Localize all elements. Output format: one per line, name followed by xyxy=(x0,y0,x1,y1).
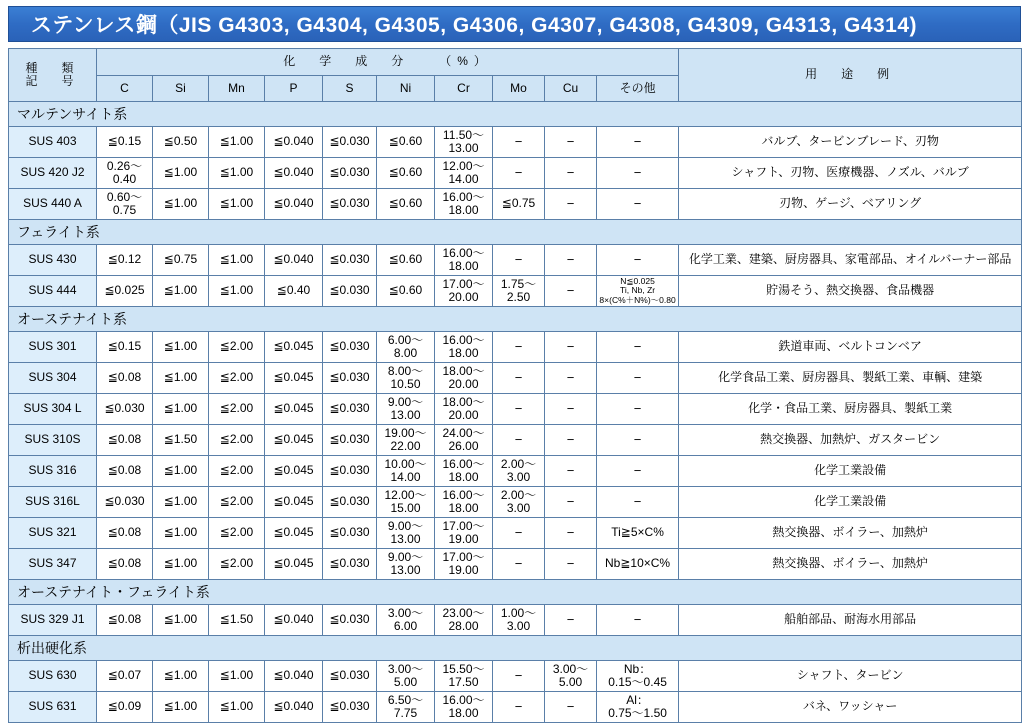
row-value: ≦1.00 xyxy=(153,189,209,220)
header-col-other: その他 xyxy=(597,76,679,102)
row-value: 3.00〜 5.00 xyxy=(377,661,435,692)
row-value: ≦0.030 xyxy=(323,127,377,158)
table-header-row-1 xyxy=(9,49,1022,76)
group-label: マルテンサイト系 xyxy=(9,102,1022,127)
row-value: Nb： 0.15〜0.45 xyxy=(597,661,679,692)
row-value: 6.50〜 7.75 xyxy=(377,692,435,723)
row-value: 15.50〜 17.50 xyxy=(435,661,493,692)
row-value: ≦0.60 xyxy=(377,158,435,189)
row-value: ≦0.12 xyxy=(97,245,153,276)
row-value: − xyxy=(545,363,597,394)
row-value: 16.00〜 18.00 xyxy=(435,692,493,723)
row-value: − xyxy=(493,127,545,158)
row-value: 16.00〜 18.00 xyxy=(435,487,493,518)
row-value: ≦0.40 xyxy=(265,276,323,307)
group-row xyxy=(9,220,1022,245)
row-value: − xyxy=(545,456,597,487)
row-value: ≦0.030 xyxy=(323,394,377,425)
row-value: ≦1.00 xyxy=(153,661,209,692)
header-col-si: Si xyxy=(153,76,209,102)
row-value: ≦0.75 xyxy=(493,189,545,220)
row-value: − xyxy=(545,276,597,307)
table-row xyxy=(9,363,1022,394)
row-value: − xyxy=(545,127,597,158)
row-kind: SUS 403 xyxy=(9,127,97,158)
row-use: 熱交換器、加熱炉、ガスタービン xyxy=(679,425,1022,456)
row-value: 16.00〜 18.00 xyxy=(435,189,493,220)
row-value: 17.00〜 20.00 xyxy=(435,276,493,307)
table-header xyxy=(9,49,1022,102)
row-value: − xyxy=(493,394,545,425)
row-value: ≦0.60 xyxy=(377,127,435,158)
table-body xyxy=(9,102,1022,723)
header-col-p: P xyxy=(265,76,323,102)
row-value: ≦1.00 xyxy=(153,487,209,518)
group-label: 析出硬化系 xyxy=(9,636,1022,661)
row-value: 10.00〜 14.00 xyxy=(377,456,435,487)
row-value: ≦0.045 xyxy=(265,518,323,549)
row-value: ≦2.00 xyxy=(209,425,265,456)
table-row xyxy=(9,456,1022,487)
row-value: N≦0.025 Ti, Nb, Zr 8×(C%＋N%)〜0.80 xyxy=(597,276,679,307)
table-row xyxy=(9,127,1022,158)
row-value: 1.00〜 3.00 xyxy=(493,605,545,636)
row-value: − xyxy=(597,605,679,636)
row-value: ≦1.00 xyxy=(153,692,209,723)
row-value: 3.00〜 6.00 xyxy=(377,605,435,636)
row-kind: SUS 420 J2 xyxy=(9,158,97,189)
row-value: 0.60〜 0.75 xyxy=(97,189,153,220)
row-value: ≦0.045 xyxy=(265,425,323,456)
group-row xyxy=(9,636,1022,661)
table-row xyxy=(9,692,1022,723)
row-value: − xyxy=(493,245,545,276)
row-value: ≦0.030 xyxy=(323,549,377,580)
row-value: − xyxy=(597,245,679,276)
row-value: ≦0.040 xyxy=(265,692,323,723)
row-value: ≦1.00 xyxy=(153,518,209,549)
row-value: 23.00〜 28.00 xyxy=(435,605,493,636)
row-value: Ti≧5×C% xyxy=(597,518,679,549)
row-value: ≦0.040 xyxy=(265,245,323,276)
row-value: ≦0.08 xyxy=(97,456,153,487)
group-row xyxy=(9,580,1022,605)
group-label: オーステナイト・フェライト系 xyxy=(9,580,1022,605)
row-value: 17.00〜 19.00 xyxy=(435,518,493,549)
row-value: ≦2.00 xyxy=(209,363,265,394)
row-kind: SUS 304 xyxy=(9,363,97,394)
row-value: − xyxy=(493,518,545,549)
row-value: 8.00〜 10.50 xyxy=(377,363,435,394)
row-value: − xyxy=(493,158,545,189)
header-chemical-composition: 化 学 成 分 （%） xyxy=(97,49,679,76)
row-value: 0.26〜 0.40 xyxy=(97,158,153,189)
row-value: ≦0.60 xyxy=(377,189,435,220)
row-value: ≦0.030 xyxy=(323,245,377,276)
row-use: シャフト、刃物、医療機器、ノズル、バルブ xyxy=(679,158,1022,189)
row-value: 17.00〜 19.00 xyxy=(435,549,493,580)
header-col-c: C xyxy=(97,76,153,102)
row-use: 刃物、ゲージ、ベアリング xyxy=(679,189,1022,220)
row-value: ≦0.030 xyxy=(323,605,377,636)
row-value: − xyxy=(597,127,679,158)
row-value: 19.00〜 22.00 xyxy=(377,425,435,456)
header-col-cr: Cr xyxy=(435,76,493,102)
row-value: ≦0.15 xyxy=(97,332,153,363)
row-value: ≦0.030 xyxy=(323,363,377,394)
table-row xyxy=(9,276,1022,307)
group-label: オーステナイト系 xyxy=(9,307,1022,332)
row-value: ≦0.030 xyxy=(323,189,377,220)
row-value: − xyxy=(493,692,545,723)
row-value: 2.00〜 3.00 xyxy=(493,456,545,487)
row-value: ≦0.07 xyxy=(97,661,153,692)
row-value: ≦0.040 xyxy=(265,661,323,692)
row-value: − xyxy=(545,189,597,220)
row-value: − xyxy=(493,425,545,456)
row-use: 船舶部品、耐海水用部品 xyxy=(679,605,1022,636)
row-use: バネ、ワッシャー xyxy=(679,692,1022,723)
group-label: フェライト系 xyxy=(9,220,1022,245)
row-value: − xyxy=(597,487,679,518)
row-value: ≦0.08 xyxy=(97,425,153,456)
row-value: ≦2.00 xyxy=(209,518,265,549)
row-value: 11.50〜 13.00 xyxy=(435,127,493,158)
table-row xyxy=(9,605,1022,636)
row-kind: SUS 347 xyxy=(9,549,97,580)
row-value: 9.00〜 13.00 xyxy=(377,394,435,425)
row-value: − xyxy=(597,425,679,456)
row-value: ≦0.045 xyxy=(265,549,323,580)
row-value: − xyxy=(545,487,597,518)
row-value: ≦1.00 xyxy=(153,158,209,189)
row-kind: SUS 440 A xyxy=(9,189,97,220)
row-value: ≦2.00 xyxy=(209,549,265,580)
row-value: ≦1.50 xyxy=(209,605,265,636)
table-row xyxy=(9,394,1022,425)
table-row xyxy=(9,518,1022,549)
row-value: − xyxy=(545,332,597,363)
row-value: 12.00〜 15.00 xyxy=(377,487,435,518)
row-value: ≦0.030 xyxy=(323,487,377,518)
row-value: ≦0.025 xyxy=(97,276,153,307)
row-value: 16.00〜 18.00 xyxy=(435,245,493,276)
header-col-mn: Mn xyxy=(209,76,265,102)
row-value: ≦0.15 xyxy=(97,127,153,158)
row-use: 貯湯そう、熱交換器、食品機器 xyxy=(679,276,1022,307)
row-value: ≦1.00 xyxy=(209,245,265,276)
row-value: ≦0.040 xyxy=(265,189,323,220)
row-value: 16.00〜 18.00 xyxy=(435,332,493,363)
header-kind xyxy=(9,49,97,102)
group-row xyxy=(9,307,1022,332)
row-use: 化学食品工業、厨房器具、製紙工業、車輌、建築 xyxy=(679,363,1022,394)
row-value: − xyxy=(545,692,597,723)
row-value: − xyxy=(545,605,597,636)
row-value: ≦0.040 xyxy=(265,158,323,189)
row-value: Nb≧10×C% xyxy=(597,549,679,580)
row-value: ≦1.00 xyxy=(153,363,209,394)
header-col-cu: Cu xyxy=(545,76,597,102)
row-value: ≦1.50 xyxy=(153,425,209,456)
row-value: − xyxy=(597,394,679,425)
row-value: ≦0.60 xyxy=(377,276,435,307)
row-use: 化学工業設備 xyxy=(679,456,1022,487)
row-value: ≦0.75 xyxy=(153,245,209,276)
row-use: 熱交換器、ボイラー、加熱炉 xyxy=(679,549,1022,580)
row-value: − xyxy=(545,549,597,580)
table-row xyxy=(9,425,1022,456)
header-use-examples: 用 途 例 xyxy=(679,49,1022,102)
header-kind-line2: 記 号 xyxy=(25,74,80,88)
row-value: − xyxy=(597,332,679,363)
row-value: 18.00〜 20.00 xyxy=(435,394,493,425)
row-value: − xyxy=(493,661,545,692)
row-use: シャフト、タービン xyxy=(679,661,1022,692)
row-value: − xyxy=(493,363,545,394)
row-value: 2.00〜 3.00 xyxy=(493,487,545,518)
row-value: ≦0.09 xyxy=(97,692,153,723)
row-kind: SUS 430 xyxy=(9,245,97,276)
row-value: ≦0.030 xyxy=(323,456,377,487)
row-value: 9.00〜 13.00 xyxy=(377,549,435,580)
row-value: − xyxy=(545,425,597,456)
row-value: − xyxy=(493,549,545,580)
row-value: ≦2.00 xyxy=(209,394,265,425)
row-kind: SUS 301 xyxy=(9,332,97,363)
row-value: ≦0.030 xyxy=(323,276,377,307)
row-value: ≦0.030 xyxy=(323,332,377,363)
row-value: − xyxy=(545,158,597,189)
row-value: ≦1.00 xyxy=(209,189,265,220)
row-value: ≦0.08 xyxy=(97,363,153,394)
row-value: ≦0.030 xyxy=(323,692,377,723)
row-use: 熱交換器、ボイラー、加熱炉 xyxy=(679,518,1022,549)
row-value: ≦0.030 xyxy=(97,394,153,425)
row-value: − xyxy=(597,456,679,487)
row-value: 6.00〜 8.00 xyxy=(377,332,435,363)
row-value: − xyxy=(597,363,679,394)
table-row xyxy=(9,549,1022,580)
row-use: バルブ、タービンブレード、刃物 xyxy=(679,127,1022,158)
row-kind: SUS 316L xyxy=(9,487,97,518)
row-value: ≦2.00 xyxy=(209,332,265,363)
group-row xyxy=(9,102,1022,127)
row-value: ≦2.00 xyxy=(209,456,265,487)
row-kind: SUS 630 xyxy=(9,661,97,692)
row-value: 12.00〜 14.00 xyxy=(435,158,493,189)
row-value: ≦0.030 xyxy=(323,158,377,189)
row-value: ≦0.040 xyxy=(265,605,323,636)
row-value: ≦1.00 xyxy=(209,158,265,189)
row-value: − xyxy=(545,518,597,549)
row-value: ≦1.00 xyxy=(153,605,209,636)
row-value: ≦1.00 xyxy=(153,456,209,487)
row-value: ≦0.030 xyxy=(323,518,377,549)
row-value: ≦1.00 xyxy=(153,394,209,425)
row-kind: SUS 329 J1 xyxy=(9,605,97,636)
row-value: ≦0.045 xyxy=(265,394,323,425)
page-title: ステンレス鋼（JIS G4303, G4304, G4305, G4306, G4307, G4308, G4309, G4313, G4314) xyxy=(31,14,918,37)
row-value: ≦0.045 xyxy=(265,363,323,394)
row-value: − xyxy=(597,189,679,220)
row-value: 3.00〜 5.00 xyxy=(545,661,597,692)
table-row xyxy=(9,158,1022,189)
row-value: ≦0.08 xyxy=(97,605,153,636)
row-value: ≦0.040 xyxy=(265,127,323,158)
row-value: ≦2.00 xyxy=(209,487,265,518)
row-use: 化学工業設備 xyxy=(679,487,1022,518)
row-value: ≦1.00 xyxy=(209,276,265,307)
row-value: ≦1.00 xyxy=(153,332,209,363)
row-value: ≦0.50 xyxy=(153,127,209,158)
stainless-steel-spec-table xyxy=(8,48,1022,723)
document-title-bar xyxy=(8,6,1021,42)
row-value: 24.00〜 26.00 xyxy=(435,425,493,456)
row-value: ≦0.045 xyxy=(265,456,323,487)
row-value: ≦1.00 xyxy=(209,127,265,158)
row-use: 鉄道車両、ベルトコンベア xyxy=(679,332,1022,363)
row-value: 1.75〜 2.50 xyxy=(493,276,545,307)
header-col-mo: Mo xyxy=(493,76,545,102)
row-value: 18.00〜 20.00 xyxy=(435,363,493,394)
row-kind: SUS 444 xyxy=(9,276,97,307)
row-value: ≦0.045 xyxy=(265,332,323,363)
row-value: − xyxy=(545,394,597,425)
row-value: Al： 0.75〜1.50 xyxy=(597,692,679,723)
row-value: ≦0.08 xyxy=(97,518,153,549)
table-row xyxy=(9,332,1022,363)
row-value: ≦0.030 xyxy=(97,487,153,518)
row-kind: SUS 310S xyxy=(9,425,97,456)
row-use: 化学工業、建築、厨房器具、家電部品、オイルバーナー部品 xyxy=(679,245,1022,276)
row-value: − xyxy=(493,332,545,363)
table-row xyxy=(9,661,1022,692)
row-value: ≦1.00 xyxy=(153,276,209,307)
row-value: ≦0.030 xyxy=(323,425,377,456)
row-kind: SUS 316 xyxy=(9,456,97,487)
row-value: ≦0.045 xyxy=(265,487,323,518)
row-value: 9.00〜 13.00 xyxy=(377,518,435,549)
row-value: − xyxy=(545,245,597,276)
row-value: − xyxy=(597,158,679,189)
table-row xyxy=(9,245,1022,276)
header-col-ni: Ni xyxy=(377,76,435,102)
row-value: 16.00〜 18.00 xyxy=(435,456,493,487)
row-kind: SUS 631 xyxy=(9,692,97,723)
row-kind: SUS 321 xyxy=(9,518,97,549)
row-value: ≦0.60 xyxy=(377,245,435,276)
row-kind: SUS 304 L xyxy=(9,394,97,425)
header-col-s: S xyxy=(323,76,377,102)
table-row xyxy=(9,189,1022,220)
row-value: ≦1.00 xyxy=(209,692,265,723)
table-row xyxy=(9,487,1022,518)
header-kind-line1: 種 類 xyxy=(25,61,80,76)
row-value: ≦0.030 xyxy=(323,661,377,692)
row-value: ≦1.00 xyxy=(153,549,209,580)
row-value: ≦0.08 xyxy=(97,549,153,580)
row-value: ≦1.00 xyxy=(209,661,265,692)
row-use: 化学・食品工業、厨房器具、製紙工業 xyxy=(679,394,1022,425)
